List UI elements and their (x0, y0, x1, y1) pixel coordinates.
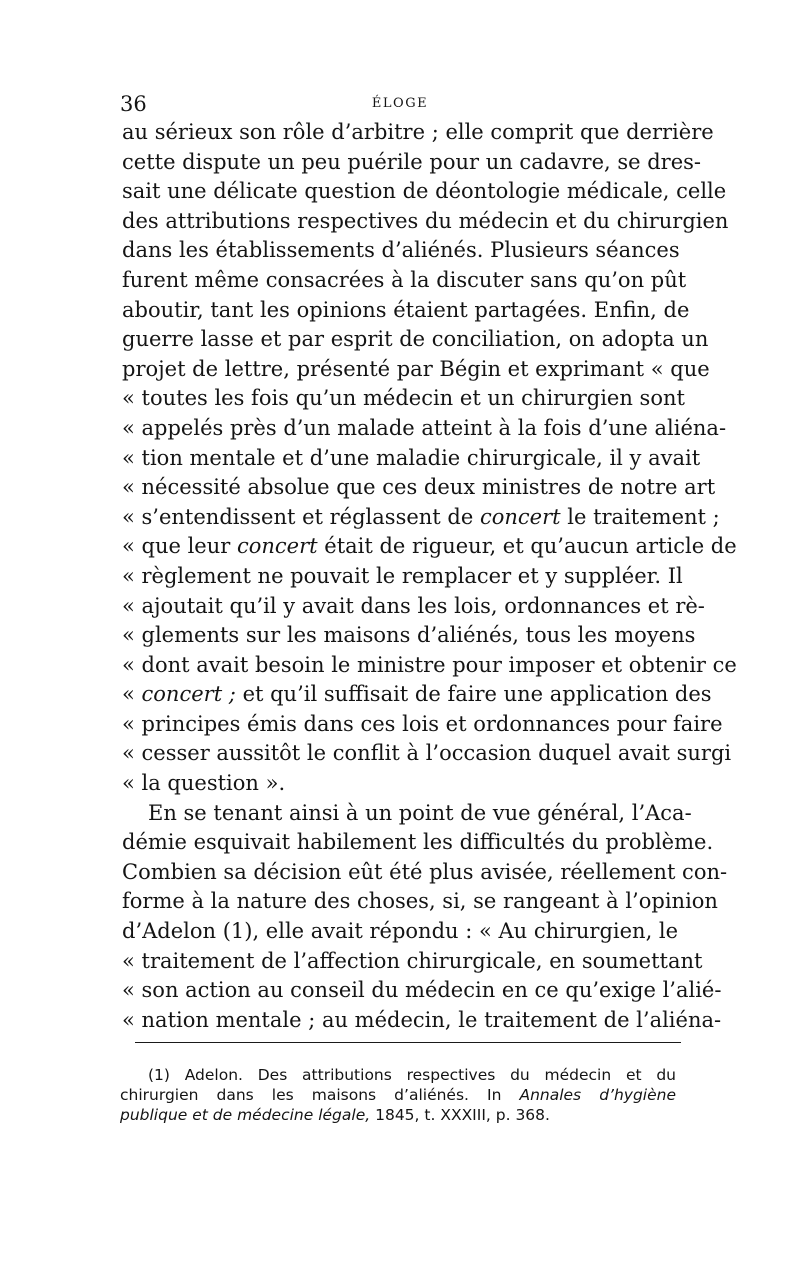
text-line (122, 769, 676, 799)
text-line (122, 592, 705, 622)
italic-word: concert (479, 504, 561, 529)
text-line (122, 739, 732, 769)
line-text: le traitement ; (560, 504, 720, 529)
footnote-text: 1845, t. XXXIII, p. 368. (370, 1106, 550, 1124)
italic-word: concert ; (141, 682, 236, 707)
line-text: « son action au conseil du médecin en ce qu’exige l’alié- (122, 978, 722, 1003)
line-text: sait une délicate question de déontologie médicale, celle (122, 179, 727, 204)
line-text: Combien sa décision eût été plus avisée, réellement con- (122, 859, 728, 884)
text-line (122, 325, 709, 355)
text-line (122, 384, 685, 414)
line-text: « la question ». (122, 771, 286, 796)
line-text: « traitement de l’affection chirurgicale, en soumettant (122, 948, 703, 973)
line-text: guerre lasse et par esprit de conciliation, on adopta un (122, 327, 709, 352)
text-line (122, 858, 728, 888)
line-text: furent même consacrées à la discuter sans qu’on pût (122, 267, 687, 292)
text-line (122, 148, 702, 178)
text-line (122, 532, 737, 562)
line-text: dans les établissements d’aliénés. Plusieurs séances (122, 238, 680, 263)
text-line (122, 503, 720, 533)
text-line (122, 947, 703, 977)
text-line (122, 799, 692, 829)
line-text: et qu’il suffisait de faire une application des (235, 682, 712, 707)
text-line (122, 680, 712, 710)
line-text: « toutes les fois qu’un médecin et un chirurgien sont (122, 386, 685, 411)
line-text: « s’entendissent et réglassent de (122, 504, 480, 529)
body-text (122, 118, 737, 1035)
italic-word: concert (236, 534, 318, 559)
line-text: « nation mentale ; au médecin, le traitement de l’aliéna- (122, 1007, 722, 1032)
line-text: aboutir, tant les opinions étaient partagées. Enfin, de (122, 297, 690, 322)
footnote-rule (135, 1042, 681, 1043)
page-header (120, 92, 680, 116)
line-text: « cesser aussitôt le conflit à l’occasion duquel avait surgi (122, 741, 732, 766)
footnote-journal-title: publique et de médecine légale, (120, 1106, 371, 1124)
text-line (122, 296, 690, 326)
running-head: ÉLOGE (371, 96, 429, 111)
text-line (122, 887, 718, 917)
page-number: 36 (120, 92, 147, 116)
footnote-text: (1) Adelon. Des attributions respectives du médecin et du (148, 1066, 676, 1084)
text-line (122, 444, 701, 474)
line-text: « nécessité absolue que ces deux ministres de notre art (122, 475, 716, 500)
line-text: forme à la nature des choses, si, se rangeant à l’opinion (122, 889, 718, 914)
line-text: « dont avait besoin le ministre pour imposer et obtenir ce (122, 652, 737, 677)
text-line (122, 710, 723, 740)
line-text: « règlement ne pouvait le remplacer et y suppléer. Il (122, 563, 683, 588)
line-text: démie esquivait habilement les difficultés du problème. (122, 830, 714, 855)
line-text: d’Adelon (1), elle avait répondu : « Au chirurgien, le (122, 919, 679, 944)
text-line (122, 236, 680, 266)
text-line (122, 1006, 722, 1036)
footnote-line (120, 1105, 676, 1125)
text-line (122, 207, 729, 237)
line-text: « (122, 682, 142, 707)
text-line (122, 414, 727, 444)
line-text: « glements sur les maisons d’aliénés, tous les moyens (122, 623, 696, 648)
text-line (122, 266, 687, 296)
text-line (122, 651, 737, 681)
footnote-journal-title: Annales d’hygiène (519, 1086, 676, 1104)
line-text: « appelés près d’un malade atteint à la fois d’une aliéna- (122, 415, 727, 440)
line-text: « que leur (122, 534, 237, 559)
line-text: projet de lettre, présenté par Bégin et exprimant « que (122, 356, 710, 381)
text-line (122, 976, 722, 1006)
line-text: au sérieux son rôle d’arbitre ; elle comprit que derrière (122, 120, 714, 144)
text-line (122, 621, 696, 651)
line-text: En se tenant ainsi à un point de vue général, l’Aca- (148, 800, 692, 825)
text-line (122, 118, 714, 148)
line-text: « tion mentale et d’une maladie chirurgicale, il y avait (122, 445, 701, 470)
text-line (122, 473, 716, 503)
footnote (120, 1065, 676, 1125)
footnote-line (120, 1065, 676, 1085)
text-line (122, 917, 679, 947)
text-line (122, 355, 710, 385)
footnote-line (120, 1085, 676, 1105)
footnote-text: chirurgien dans les maisons d’aliénés. In (120, 1086, 520, 1104)
line-text: était de rigueur, et qu’aucun article de (317, 534, 737, 559)
line-text: cette dispute un peu puérile pour un cadavre, se dres- (122, 149, 702, 174)
line-text: des attributions respectives du médecin et du chirurgien (122, 208, 729, 233)
text-line (122, 177, 727, 207)
line-text: « ajoutait qu’il y avait dans les lois, ordonnances et rè- (122, 593, 705, 618)
text-line (122, 828, 714, 858)
text-line (122, 562, 683, 592)
line-text: « principes émis dans ces lois et ordonnances pour faire (122, 711, 723, 736)
